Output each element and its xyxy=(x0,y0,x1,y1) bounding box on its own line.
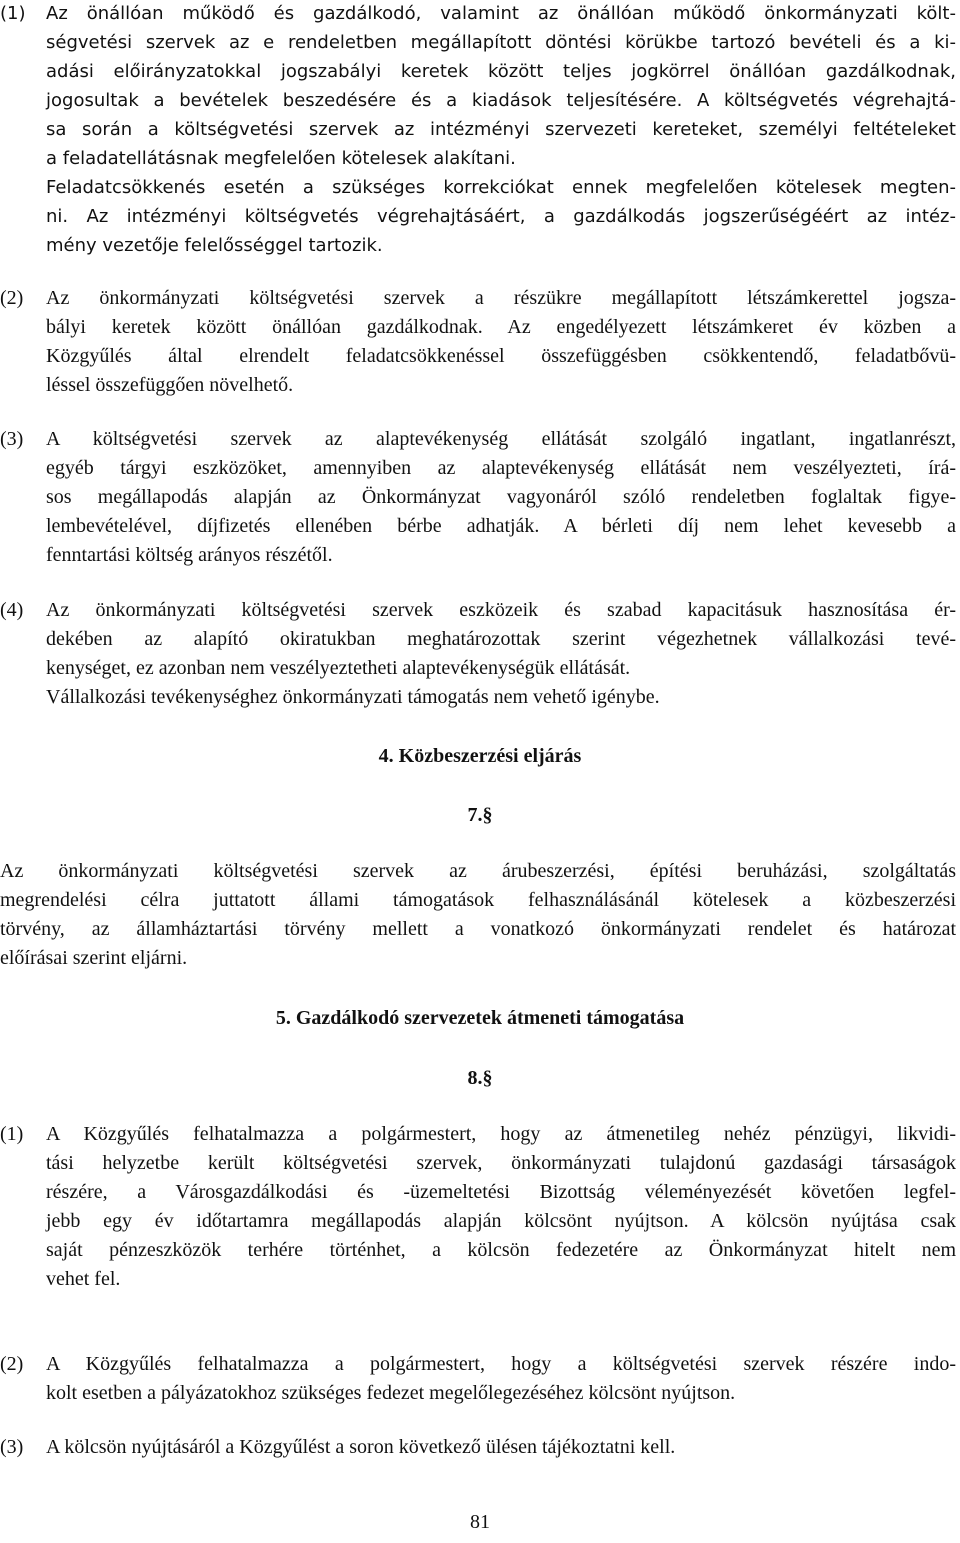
text-line: vehet fel. xyxy=(46,1268,121,1290)
text-line: kenységet, ez azonban nem veszélyeztetheti alaptevékenységük ellátását. xyxy=(46,657,631,679)
text-line: Az önkormányzati költségvetési szervek az árubeszerzési, építési beruházási, szolgáltatás xyxy=(0,860,956,882)
text-line: Az önállóan működő és gazdálkodó, valamint az önállóan működő önkormányzati költ- xyxy=(46,3,956,24)
text-line: Az önkormányzati költségvetési szervek a részükre megállapított létszámkerettel jogsza- xyxy=(46,287,956,309)
text-line: jogosultak a bevételek beszedésére és a kiadások teljesítésére. A költségvetés végrehajtá- xyxy=(46,90,956,111)
text-line: tási helyzetbe került költségvetési szervek, önkormányzati tulajdonú gazdasági társaságok xyxy=(46,1152,956,1174)
text-line: léssel összefüggően növelhető. xyxy=(46,374,294,396)
text-line: bályi keretek között önállóan gazdálkodnak. Az engedélyezett létszámkeret év közben a xyxy=(46,316,956,338)
section-symbol: 7.§ xyxy=(467,804,493,826)
section-heading: 4. Közbeszerzési eljárás xyxy=(378,745,582,767)
section-symbol: 8.§ xyxy=(467,1067,493,1089)
text-line: dekében az alapító okiratukban meghatározottak szerint végezhetnek vállalkozási tevé- xyxy=(46,628,956,650)
section-heading: 5. Gazdálkodó szervezetek átmeneti támogatása xyxy=(275,1007,685,1029)
text-line: sa során a költségvetési szervek az intézményi szervezeti kereteket, személyi feltételeket xyxy=(46,119,956,140)
text-line: törvény, az államháztartási törvény mellett a vonatkozó önkormányzati rendelet és határozat xyxy=(0,918,956,940)
paragraph-number: (1) xyxy=(0,3,26,24)
text-line: kolt esetben a pályázatokhoz szükséges fedezet megelőlegezéséhez kölcsönt nyújtson. xyxy=(46,1382,736,1404)
paragraph-number: (2) xyxy=(0,287,24,309)
text-line: a feladatellátásnak megfelelően kötelesek alakítani. xyxy=(46,148,516,169)
text-line: sos megállapodás alapján az Önkormányzat vagyonáról szóló rendeletben foglaltak figye- xyxy=(46,486,956,508)
text-line: Vállalkozási tevékenységhez önkormányzati támogatás nem vehető igénybe. xyxy=(46,686,660,708)
text-line: saját pénzeszközök terhére történhet, a kölcsön fedezetére az Önkormányzat hitelt nem xyxy=(46,1239,956,1261)
page-number: 81 xyxy=(470,1511,490,1533)
text-line: A Közgyűlés felhatalmazza a polgármestert, hogy a költségvetési szervek részére indo- xyxy=(46,1353,956,1375)
text-line: mény vezetője felelősséggel tartozik. xyxy=(46,235,383,256)
text-line: megrendelési célra juttatott állami támogatások felhasználásánál kötelesek a közbeszerzési xyxy=(0,889,956,911)
text-line: előírásai szerint eljárni. xyxy=(0,947,188,969)
paragraph-number: (3) xyxy=(0,428,24,450)
text-line: A kölcsön nyújtásáról a Közgyűlést a soron következő ülésen tájékoztatni kell. xyxy=(46,1436,676,1458)
paragraph-number: (2) xyxy=(0,1353,24,1375)
text-line: A költségvetési szervek az alaptevékenység ellátását szolgáló ingatlant, ingatlanrészt, xyxy=(46,428,956,450)
text-line: részére, a Városgazdálkodási és -üzemeltetési Bizottság véleményezését követően legfel- xyxy=(46,1181,956,1203)
paragraph-number: (1) xyxy=(0,1123,24,1145)
text-line: lembevételével, díjfizetés ellenében bérbe adhatják. A bérleti díj nem lehet kevesebb a xyxy=(46,515,956,537)
text-line: ni. Az intézményi költségvetés végrehajtásáért, a gazdálkodás jogszerűségéért az intéz- xyxy=(46,206,956,227)
text-line: A Közgyűlés felhatalmazza a polgármestert, hogy az átmenetileg nehéz pénzügyi, likvidi- xyxy=(46,1123,956,1145)
text-line: Feladatcsökkenés esetén a szükséges korrekciókat ennek megfelelően kötelesek megten- xyxy=(46,177,956,198)
text-line: fenntartási költség arányos részétől. xyxy=(46,544,333,566)
text-line: Közgyűlés által elrendelt feladatcsökkenéssel összefüggésben csökkentendő, feladatbővü- xyxy=(46,345,956,367)
text-line: egyéb tárgyi eszközöket, amennyiben az alaptevékenység ellátását nem veszélyezteti, írá- xyxy=(46,457,956,479)
text-line: adási előirányzatokkal jogszabályi keretek között teljes jogkörrel önállóan gazdálkodnak, xyxy=(46,61,956,82)
text-line: ségvetési szervek az e rendeletben megállapított döntési körükbe tartozó bevételi és a ki- xyxy=(46,32,956,53)
text-line: Az önkormányzati költségvetési szervek eszközeik és szabad kapacitásuk hasznosítása ér- xyxy=(46,599,956,621)
paragraph-number: (4) xyxy=(0,599,24,621)
text-line: jebb egy év időtartamra megállapodás alapján kölcsönt nyújtson. A kölcsön nyújtása csak xyxy=(46,1210,956,1232)
paragraph-number: (3) xyxy=(0,1436,24,1458)
